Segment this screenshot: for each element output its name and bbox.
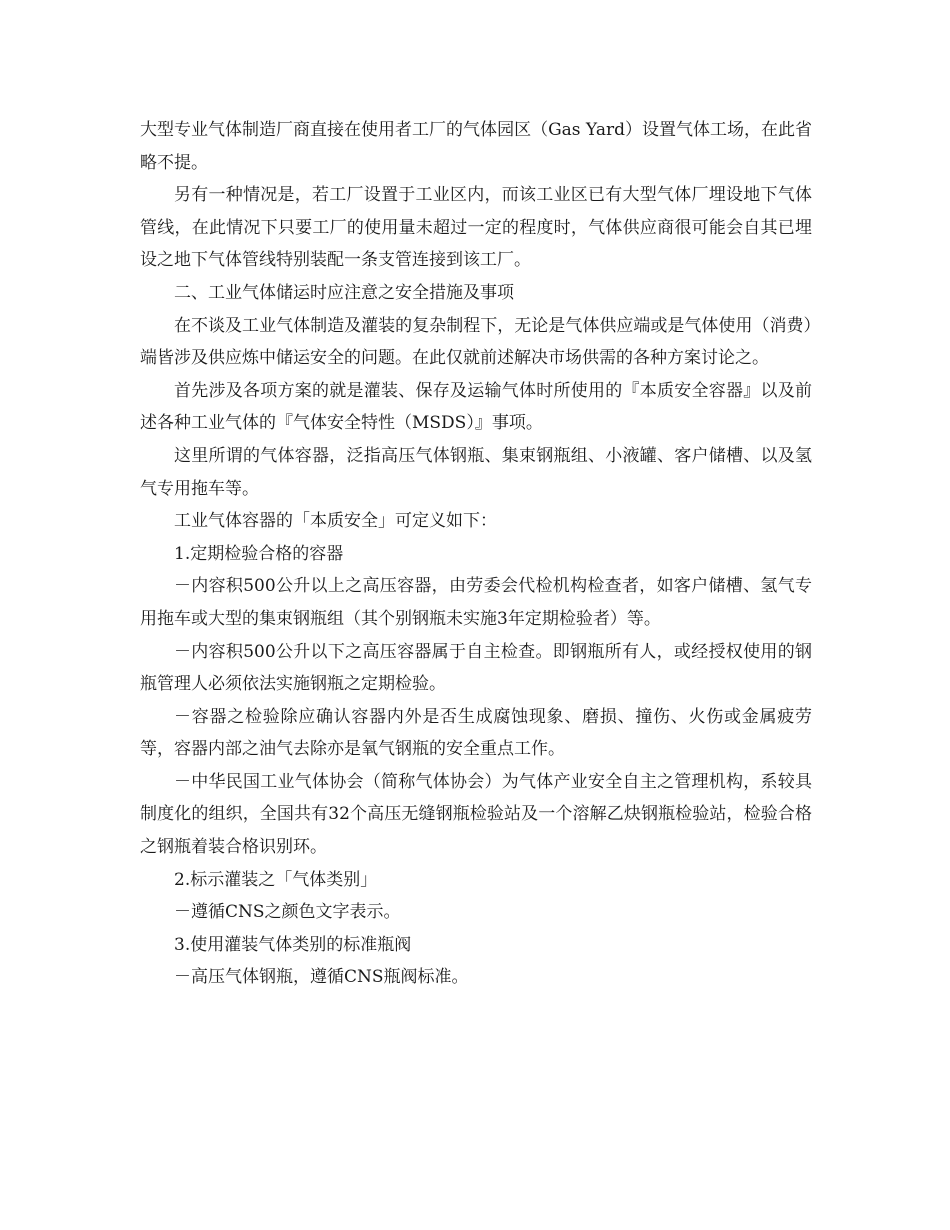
paragraph-safe-containers: 首先涉及各项方案的就是灌装、保存及运输气体时所使用的『本质安全容器』以及前述各种工业气体的『气体安全特性（MSDS）』事项。 [140,380,812,434]
section-heading-storage-safety: 二、工业气体储运时应注意之安全措施及事项 [174,282,514,303]
document-body [140,114,812,994]
list-item-over-500l: －内容积500公升以上之高压容器，由劳委会代检机构检查者，如客户储槽、氢气专用拖车或大型的集束钢瓶组（其个别钢瓶未实施3年定期检验者）等。 [140,576,812,629]
list-heading-periodic-inspection: 1.定期检验合格的容器 [174,543,344,564]
paragraph-supply-chain: 在不谈及工业气体制造及灌装的复杂制程下，无论是气体供应端或是气体使用（消费）端皆涉及供应炼中储运安全的问题。在此仅就前述解决市场供需的各种方案讨论之。 [140,315,812,369]
list-heading-gas-category: 2.标示灌装之「气体类别」 [174,869,378,890]
list-heading-standard-valve: 3.使用灌装气体类别的标准瓶阀 [174,934,412,955]
paragraph-container-types: 这里所谓的气体容器，泛指高压气体钢瓶、集束钢瓶组、小液罐、客户储槽、以及氢气专用拖车等。 [140,445,812,499]
list-item-under-500l: －内容积500公升以下之高压容器属于自主检查。即钢瓶所有人，或经授权使用的钢瓶管理人必须依法实施钢瓶之定期检验。 [140,641,812,695]
paragraph-definition-intro: 工业气体容器的「本质安全」可定义如下： [174,511,497,532]
paragraph-industrial-zone: 另有一种情况是，若工厂设置于工业区内，而该工业区已有大型气体厂埋设地下气体管线，在此情况下只要工厂的使用量未超过一定的程度时，气体供应商很可能会自其已埋设之地下气体管线特别装配一条支管连接到该工厂。 [140,185,812,271]
list-item-gas-association: －中华民国工业气体协会（简称气体协会）为气体产业安全自主之管理机构，系较具制度化的组织，全国共有32个高压无缝钢瓶检验站及一个溶解乙炔钢瓶检验站，检验合格之钢瓶着装合格识别环。 [140,771,812,858]
list-item-inspection-scope: －容器之检验除应确认容器内外是否生成腐蚀现象、磨损、撞伤、火伤或金属疲劳等，容器内部之油气去除亦是氧气钢瓶的安全重点工作。 [140,706,812,760]
paragraph-gas-yard: 大型专业气体制造厂商直接在使用者工厂的气体园区（Gas Yard）设置气体工场，在此省略不提。 [140,120,812,173]
list-item-cns-color: －遵循CNS之颜色文字表示。 [174,902,401,923]
list-item-cns-valve: －高压气体钢瓶，遵循CNS瓶阀标准。 [174,967,469,988]
